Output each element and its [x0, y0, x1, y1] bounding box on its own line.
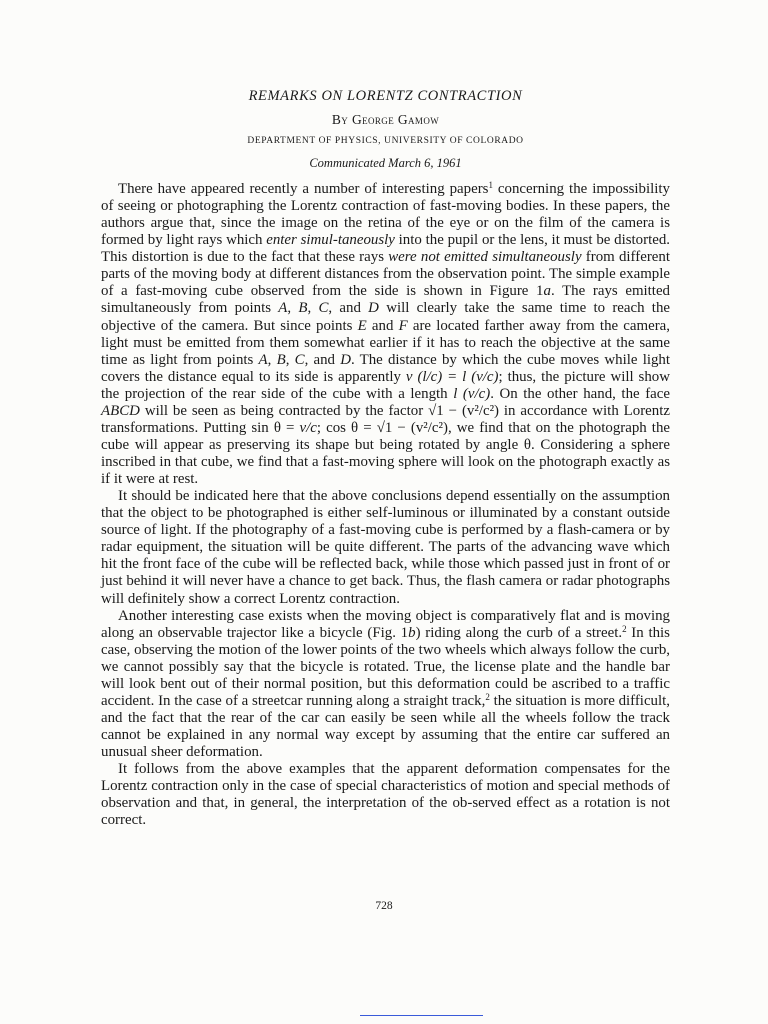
article-page	[101, 88, 670, 829]
italic-run: C	[294, 351, 305, 368]
text-run: ,	[287, 300, 299, 317]
article-title: REMARKS ON LORENTZ CONTRACTION	[248, 88, 523, 104]
text-run: ) riding along the curb of a street.	[415, 624, 623, 641]
italic-run: B	[298, 300, 308, 317]
italic-run: D	[340, 351, 351, 368]
affiliation: DEPARTMENT OF PHYSICS, UNIVERSITY OF COLORADO	[247, 136, 524, 146]
italic-run: l (v/c)	[453, 385, 491, 402]
text-run: ,	[307, 300, 319, 317]
footer-link-rule	[360, 1015, 483, 1016]
page-number: 728	[375, 900, 393, 912]
footnote-marker: 2	[622, 623, 627, 634]
author-name: George Gamow	[351, 112, 440, 127]
author-line	[101, 112, 670, 130]
paragraph	[101, 761, 670, 829]
italic-run: a	[543, 283, 551, 300]
text-run: Another interesting case exists when the moving object is comparatively flat and is moving along an observable trajector like a bicycle (Fig. 1	[101, 607, 670, 641]
footnote-marker: 2	[485, 691, 490, 702]
text-run: , and	[328, 300, 369, 317]
text-run: will clearly take the same time to reach the objective of the camera. But since points	[101, 300, 670, 334]
communicated-date: Communicated March 6, 1961	[309, 156, 462, 170]
text-run: In this case, observing the motion of the lower points of the two wheels which always follow the curb, we cannot possibly say that the bicycle is rotated. True, the license plate and the handle bar will look bent out of their normal position, but this deformation could be ascribed to a traffic accident. In the case of a streetcar running along a straight track,	[101, 624, 670, 709]
italic-run: ABCD	[101, 402, 140, 419]
text-run: into the pupil or the lens, it must be distorted. This distortion is due to the fact that these rays	[101, 232, 670, 266]
italic-run: E	[357, 317, 367, 334]
text-run: There have appeared recently a number of interesting papers	[118, 181, 489, 197]
paragraph	[101, 488, 670, 607]
article-body	[101, 181, 670, 829]
italic-run: A	[278, 300, 288, 317]
italic-run: F	[398, 317, 408, 334]
italic-run: enter simul-taneously	[266, 232, 395, 249]
italic-run: C	[318, 300, 329, 317]
text-run: ,	[267, 351, 277, 368]
text-run: ,	[285, 351, 295, 368]
paragraph	[101, 181, 670, 488]
italic-run: b	[408, 624, 416, 641]
italic-run: A	[258, 351, 268, 368]
italic-run: D	[368, 300, 379, 317]
text-run: . On the other hand, the face	[490, 385, 670, 402]
text-run: ; cos θ = √1 − (v²/c²), we find that on the photograph the cube will appear as preserving its shape but being rotated by angle θ. Considering a sphere inscribed in that cube, we find that a fast-moving sphere will look on the photograph exactly as if it were at rest.	[101, 419, 671, 488]
text-run: are located farther away from the camera, light must be emitted from them somewhat earlier if it has to reach the objective at the same time as light from points	[101, 317, 670, 368]
italic-run: v/c	[299, 419, 317, 436]
text-run: . The rays emitted simultaneously from points	[101, 283, 670, 317]
author-prefix: By	[331, 112, 349, 127]
text-run: It should be indicated here that the above conclusions depend essentially on the assumption that the object to be photographed is either self-luminous or illuminated by a constant outside source of light. If the photography of a fast-moving cube is performed by a flash-camera or by radar equipment, the situation will be quite different. The parts of the advancing wave which hit the front face of the cube will be reflected back, while those which passed just in front of or just behind it will never have a chance to get back. Thus, the flash camera or radar photographs will definitely show a correct Lorentz contraction.	[101, 488, 670, 607]
italic-run: were not emitted simultaneously	[388, 249, 582, 266]
text-run: It follows from the above examples that the apparent deformation compensates for the Lorentz contraction only in the case of special characteristics of motion and special methods of observation and that, in general, the interpretation of the ob-served effect as a rotation is not correct.	[101, 761, 670, 829]
text-run: . The distance by which the cube moves while light covers the distance equal to its side is apparently	[101, 351, 670, 385]
text-run: and	[366, 317, 399, 334]
footnote-marker: 1	[488, 180, 493, 190]
text-run: from different parts of the moving body at different distances from the observation point. The simple example of a fast-moving cube observed from the side is shown in Figure 1	[101, 249, 670, 300]
text-run: concerning the impossibility of seeing or photographing the Lorentz contraction of fast-moving bodies. In these papers, the authors argue that, since the image on the retina of the eye or on the film of the camera is formed by light rays which	[101, 181, 670, 249]
italic-run: B	[276, 351, 286, 368]
text-run: will be seen as being contracted by the factor √1 − (v²/c²) in accordance with Lorentz transformations. Putting sin θ =	[101, 402, 670, 436]
text-run: , and	[304, 351, 341, 368]
text-run: ; thus, the picture will show the projection of the rear side of the cube with a length	[101, 368, 670, 402]
paragraph	[101, 608, 670, 762]
text-run: the situation is more difficult, and the fact that the rear of the car can easily be seen while all the wheels follow the track cannot be explained in any normal way except by assuming that the entire car suffered an unusual sheer deformation.	[101, 692, 670, 761]
italic-run: v (l/c) = l (v/c)	[405, 368, 499, 385]
